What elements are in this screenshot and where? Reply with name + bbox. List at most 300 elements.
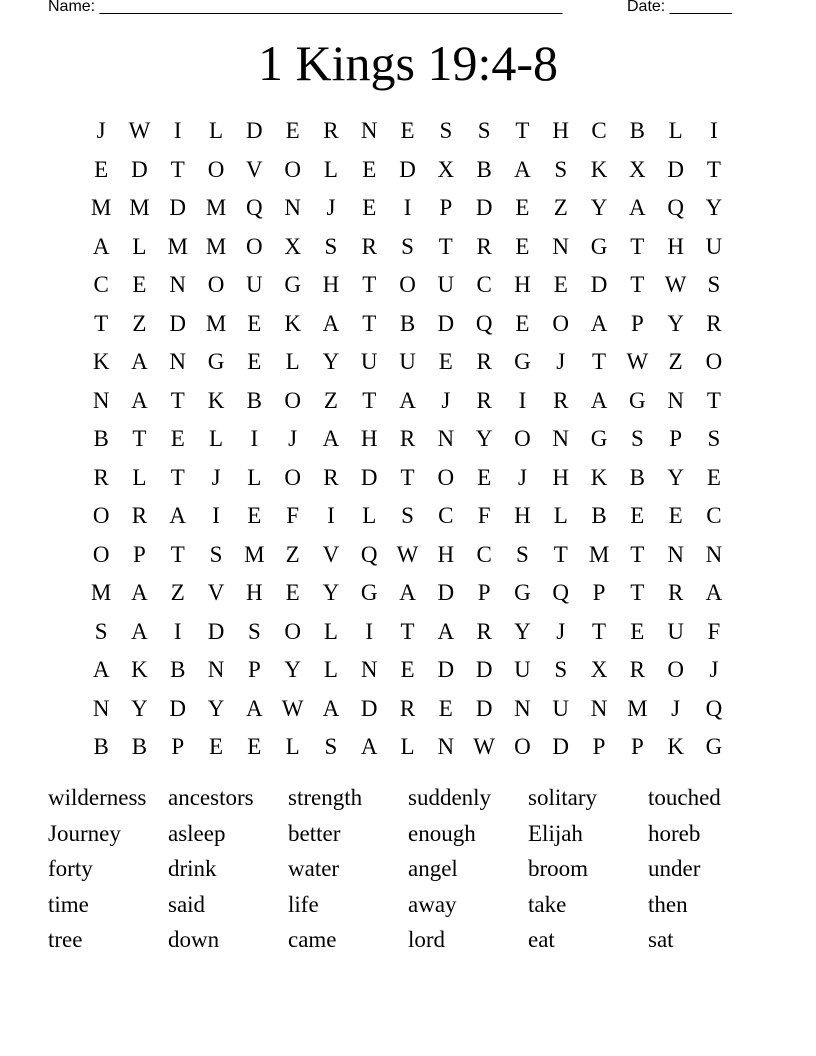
grid-letter: O [92,503,110,528]
grid-letter: W [626,349,649,374]
grid-letter: A [169,503,187,528]
word-list-item: horeb [648,820,701,846]
grid-letter: L [400,734,415,759]
grid-letter: R [476,233,492,259]
grid-letter: M [244,541,265,567]
grid-letter: E [362,156,377,182]
grid-letter: N [667,541,684,567]
grid-letter: Z [285,541,300,567]
grid-letter: T [400,618,415,644]
grid-letter: U [552,695,570,721]
grid-letter: D [590,272,608,297]
grid-letter: Q [246,195,263,220]
grid-letter: P [630,734,644,759]
grid-letter: G [629,387,646,413]
grid-letter: Y [322,349,340,374]
grid-letter: J [517,464,527,490]
grid-letter: T [630,272,645,297]
grid-letter: E [285,118,300,143]
word-list-item: life [288,891,319,917]
grid-letter: P [439,195,453,220]
grid-letter: W [396,541,419,567]
grid-letter: T [706,387,721,413]
grid-letter: U [399,349,416,374]
word-list-item: time [48,891,89,917]
grid-letter: E [247,503,262,528]
grid-letter: D [475,657,493,682]
grid-letter: M [90,195,112,220]
grid-letter: C [93,272,109,297]
grid-letter: O [399,272,416,297]
grid-letter: U [437,272,455,297]
grid-letter: A [92,657,110,682]
grid-letter: E [209,734,224,759]
grid-letter: Z [170,580,185,605]
grid-letter: A [360,734,378,759]
grid-letter: S [439,118,453,143]
grid-letter: H [552,118,570,143]
grid-letter: I [327,503,335,528]
grid-letter: N [169,349,187,374]
grid-letter: N [92,695,110,721]
grid-letter: C [476,541,492,567]
word-list-item: sat [648,927,674,953]
grid-letter: G [360,580,378,605]
grid-letter: L [285,734,300,759]
grid-letter: A [590,387,608,413]
grid-letter: J [211,464,221,490]
word-list-item: eat [528,927,555,953]
grid-letter: R [131,503,148,528]
grid-letter: B [246,387,262,413]
grid-letter: R [667,580,684,605]
grid-letter: J [288,426,298,451]
grid-letter: O [284,156,301,182]
grid-letter: R [361,233,377,259]
grid-letter: J [556,618,566,644]
grid-letter: K [284,310,301,336]
grid-letter: R [323,464,339,490]
grid-letter: K [590,464,608,490]
word-list-item: drink [168,856,217,882]
grid-letter: O [284,618,301,644]
grid-letter: N [207,657,225,682]
grid-letter: A [629,195,646,220]
grid-letter: E [553,272,568,297]
grid-letter: R [399,695,416,721]
grid-letter: S [324,233,338,259]
grid-letter: H [514,503,531,528]
grid-letter: S [94,618,108,644]
grid-letter: S [554,657,568,682]
grid-letter: T [706,156,721,182]
grid-letter: B [170,657,186,682]
grid-letter: A [322,695,340,721]
word-list-item: broom [528,856,589,882]
grid-letter: S [630,426,644,451]
grid-letter: I [250,426,259,451]
grid-letter: C [591,118,607,143]
grid-letter: E [400,118,415,143]
word-list-item: under [648,856,701,882]
grid-letter: L [132,464,147,490]
grid-letter: E [170,426,185,451]
grid-letter: O [514,426,531,451]
grid-letter: O [207,272,225,297]
grid-letter: S [554,156,568,182]
grid-letter: O [705,349,723,374]
word-list-item: ancestors [168,785,254,810]
grid-letter: D [246,118,263,143]
grid-letter: Z [668,349,683,374]
grid-letter: D [475,195,493,220]
grid-letter: N [284,195,301,220]
grid-letter: E [630,503,645,528]
grid-letter: A [437,618,455,644]
grid-letter: P [171,734,185,759]
grid-letter: N [514,695,531,721]
grid-letter: A [131,618,148,644]
grid-letter: A [399,387,416,413]
word-list-item: came [288,927,337,953]
grid-letter: T [362,272,377,297]
grid-letter: E [706,464,721,490]
grid-letter: S [247,618,261,644]
grid-letter: P [133,541,146,567]
grid-letter: Q [360,541,378,567]
grid-letter: L [323,657,338,682]
word-list-item: enough [408,820,476,846]
grid-letter: M [129,195,150,220]
grid-letter: P [592,580,606,605]
grid-letter: R [553,387,569,413]
grid-letter: W [473,734,495,759]
grid-letter: D [552,734,570,759]
grid-letter: E [515,233,530,259]
grid-letter: I [518,387,527,413]
grid-letter: A [322,426,340,451]
grid-letter: B [131,734,148,759]
grid-letter: L [323,156,338,182]
grid-letter: J [556,349,566,374]
grid-letter: R [476,387,492,413]
grid-letter: U [246,272,263,297]
grid-letter: Q [475,310,493,336]
grid-letter: X [629,156,646,182]
grid-letter: A [514,156,531,182]
grid-letter: R [399,426,416,451]
grid-letter: O [207,156,225,182]
grid-letter: Y [590,195,608,220]
grid-letter: T [630,233,645,259]
grid-letter: T [515,118,530,143]
grid-letter: Y [667,310,684,336]
grid-letter: T [94,310,109,336]
grid-letter: V [322,541,340,567]
grid-letter: Y [475,426,493,451]
grid-letter: O [667,657,684,682]
grid-letter: N [552,233,570,259]
grid-letter: Q [705,695,723,721]
grid-letter: B [93,426,109,451]
grid-letter: I [173,118,182,143]
grid-letter: J [709,657,719,682]
grid-letter: Y [705,195,723,220]
grid-letter: E [477,464,492,490]
grid-letter: G [590,426,608,451]
grid-letter: A [92,233,110,259]
grid-letter: R [706,310,722,336]
grid-letter: D [667,156,684,182]
grid-letter: U [667,618,684,644]
grid-letter: T [170,541,185,567]
grid-letter: T [400,464,415,490]
word-list-item: forty [48,856,93,882]
date-field-label: Date: _______ [627,0,732,15]
grid-letter: N [590,695,608,721]
grid-letter: Z [553,195,568,220]
grid-letter: Z [132,310,147,336]
grid-letter: R [476,618,492,644]
grid-letter: T [630,541,645,567]
grid-letter: N [92,387,110,413]
grid-letter: B [93,734,109,759]
word-list-item: away [408,891,457,917]
grid-letter: X [284,233,301,259]
grid-letter: D [360,464,378,490]
grid-letter: O [514,734,531,759]
grid-letter: B [591,503,607,528]
grid-letter: J [96,118,106,143]
grid-letter: K [590,156,608,182]
grid-letter: Y [284,657,301,682]
grid-letter: H [322,272,340,297]
grid-letter: T [630,580,645,605]
grid-letter: B [476,156,492,182]
grid-letter: T [438,233,453,259]
grid-letter: N [667,387,684,413]
grid-letter: S [516,541,529,567]
word-list-item: down [168,927,220,953]
grid-letter: H [246,580,263,605]
grid-letter: Y [131,695,148,721]
grid-letter: L [132,233,147,259]
grid-letter: G [284,272,301,297]
grid-letter: Q [667,195,684,220]
grid-letter: S [707,272,721,297]
grid-letter: N [437,426,455,451]
grid-letter: L [553,503,568,528]
grid-letter: M [90,580,112,605]
grid-letter: L [285,349,300,374]
grid-letter: Y [207,695,225,721]
grid-letter: O [92,541,110,567]
grid-letter: W [664,272,687,297]
grid-letter: K [92,349,110,374]
grid-letter: L [209,426,224,451]
grid-letter: G [705,734,723,759]
grid-letter: U [360,349,378,374]
grid-letter: D [207,618,225,644]
grid-letter: I [212,503,220,528]
grid-letter: I [403,195,412,220]
grid-letter: O [284,387,301,413]
grid-letter: E [247,310,262,336]
grid-letter: P [669,426,683,451]
grid-letter: T [362,387,377,413]
grid-letter: A [246,695,263,721]
grid-letter: K [131,657,148,682]
grid-letter: Z [323,387,338,413]
grid-letter: S [209,541,223,567]
grid-letter: P [477,580,491,605]
grid-letter: E [285,580,300,605]
grid-letter: H [360,426,378,451]
puzzle-title: 1 Kings 19:4-8 [258,35,558,91]
grid-letter: L [323,618,338,644]
name-field-label: Name: ____________________________________________________ [48,0,563,15]
grid-letter: I [710,118,718,143]
grid-letter: D [399,156,416,182]
word-list-item: suddenly [408,785,492,810]
grid-letter: H [437,541,455,567]
grid-letter: R [476,349,492,374]
grid-letter: E [438,695,453,721]
grid-letter: L [362,503,377,528]
grid-letter: T [592,349,607,374]
grid-letter: V [246,156,263,182]
grid-letter: E [515,310,530,336]
grid-letter: H [667,233,684,259]
grid-letter: B [399,310,416,336]
grid-letter: D [475,695,493,721]
grid-letter: L [247,464,262,490]
grid-letter: T [170,156,185,182]
grid-letter: B [629,118,645,143]
grid-letter: T [362,310,377,336]
grid-letter: S [401,233,414,259]
grid-letter: F [477,503,491,528]
grid-letter: H [552,464,570,490]
grid-letter: X [590,657,608,682]
grid-letter: L [209,118,224,143]
grid-letter: E [247,734,262,759]
grid-letter: J [671,695,681,721]
grid-letter: W [281,695,304,721]
grid-letter: E [247,349,262,374]
grid-letter: D [437,580,455,605]
grid-letter: C [706,503,722,528]
grid-letter: S [401,503,414,528]
grid-letter: D [437,310,455,336]
grid-letter: N [552,426,570,451]
word-list-item: angel [408,856,458,882]
grid-letter: G [207,349,225,374]
grid-letter: X [437,156,455,182]
grid-letter: O [552,310,570,336]
grid-letter: G [514,580,531,605]
grid-letter: J [441,387,451,413]
grid-letter: R [93,464,109,490]
grid-letter: Y [667,464,684,490]
grid-letter: D [437,657,455,682]
grid-letter: M [205,233,227,259]
grid-letter: A [705,580,723,605]
grid-letter: T [170,464,185,490]
grid-letter: A [590,310,608,336]
word-list-item: water [288,856,340,882]
grid-letter: P [630,310,644,336]
grid-letter: N [360,118,378,143]
grid-letter: R [323,118,339,143]
grid-letter: H [514,272,531,297]
grid-letter: D [131,156,148,182]
grid-letter: E [400,657,415,682]
grid-letter: N [705,541,723,567]
grid-letter: N [169,272,187,297]
word-list-item: wilderness [48,785,147,810]
grid-letter: P [247,657,261,682]
grid-letter: R [629,657,645,682]
word-list-item: lord [408,927,446,953]
word-list-item: said [168,891,206,917]
grid-letter: Q [552,580,570,605]
grid-letter: L [668,118,683,143]
grid-letter: A [131,580,148,605]
grid-letter: D [169,310,187,336]
grid-letter: O [437,464,455,490]
grid-letter: E [668,503,683,528]
grid-letter: N [360,657,378,682]
grid-letter: Y [322,580,340,605]
grid-letter: J [326,195,336,220]
grid-letter: D [360,695,378,721]
grid-letter: Y [514,618,531,644]
word-list-item: take [528,891,567,917]
grid-letter: I [173,618,182,644]
word-list-item: tree [48,927,83,953]
grid-letter: D [169,695,187,721]
grid-letter: S [477,118,491,143]
word-list-item: Elijah [528,820,583,846]
grid-letter: M [588,541,610,567]
grid-letter: B [629,464,645,490]
grid-letter: C [438,503,454,528]
grid-letter: E [515,195,530,220]
grid-letter: M [627,695,648,721]
grid-letter: U [705,233,723,259]
grid-letter: E [630,618,645,644]
grid-letter: T [592,618,607,644]
grid-letter: W [128,118,151,143]
grid-letter: T [132,426,147,451]
word-list-item: better [288,820,341,846]
grid-letter: F [286,503,300,528]
word-list-item: then [648,891,688,917]
grid-letter: G [514,349,531,374]
grid-letter: S [324,734,338,759]
grid-letter: K [207,387,225,413]
grid-letter: N [437,734,455,759]
grid-letter: U [514,657,531,682]
grid-letter: M [205,195,227,220]
grid-letter: A [131,387,148,413]
grid-letter: S [707,426,721,451]
grid-letter: F [707,618,721,644]
word-list-item: asleep [168,820,226,846]
word-list-item: Journey [48,820,121,846]
grid-letter: I [365,618,374,644]
